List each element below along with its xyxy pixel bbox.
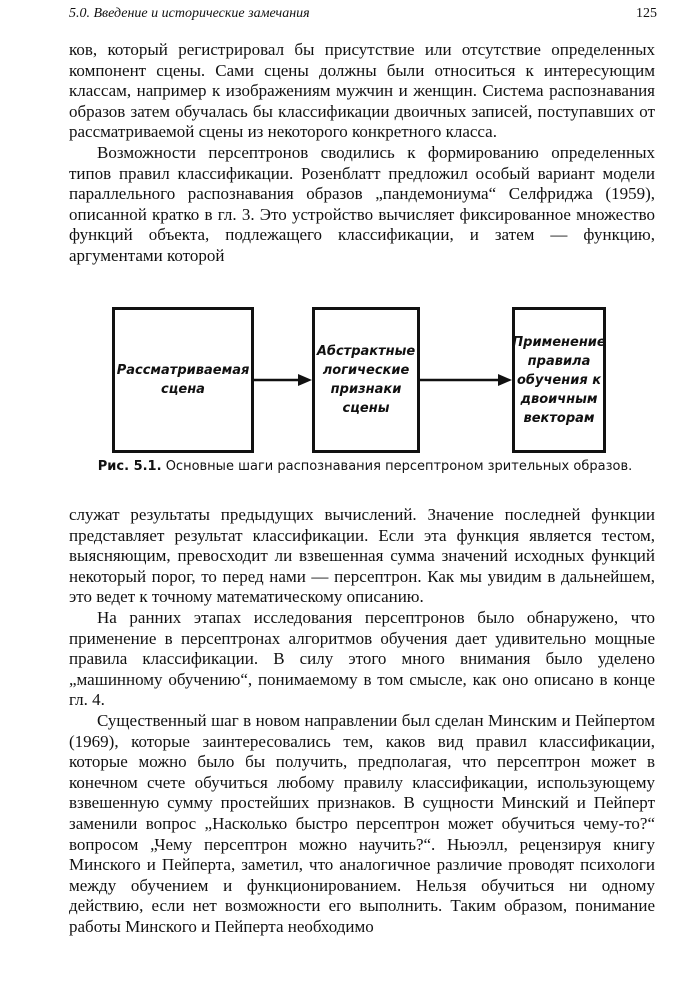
arrow-1	[254, 374, 312, 386]
box-features-label: Абстрактные логические признаки сцены	[316, 344, 416, 416]
paragraph: служат результаты предыдущих вычислений. Значение последней функции представляет результат классификации. Если эта функция является тестом, выясняющим, превосходит ли взвешенная сумма значений исходных функций некоторый порог, то перед нами — персептрон. Как мы увидим в дальнейшем, это ведет к точному математическому описанию.	[69, 505, 655, 607]
text-block-bottom	[69, 505, 655, 937]
arrow-2	[420, 374, 512, 386]
box-scene-label: Рассматриваемая сцена	[116, 363, 250, 397]
box-learning-label: Применение правила обучения к двоичным векторам	[512, 334, 606, 426]
figure-caption	[73, 459, 657, 474]
page-number: 125	[636, 6, 657, 21]
paragraph: Существенный шаг в новом направлении был сделан Минским и Пейпертом (1969), которые заинтересовались тем, каков вид правил классификации, которые можно было бы получить, предполагая, что персептрон может в конечном счете обучиться любому правилу классификации, использующему взвешенную сумму простейших признаков. В сущности Минский и Пейперт заменили вопрос „Насколько быстро персептрон может обучиться чему-то?“ вопросом „Чему персептрон можно научить?“. Ньюэлл, рецензируя книгу Минского и Пейперта, заметил, что аналогичное различие проводят психологи между обучением и функционированием. Нельзя обучиться ни одному действию, если нет возможности его выполнить. Таким образом, понимание работы Минского и Пейперта необходимо	[69, 710, 655, 936]
section-title: 5.0. Введение и исторические замечания	[69, 6, 310, 21]
caption-label: Рис. 5.1.	[97, 459, 162, 474]
paragraph: ков, который регистрировал бы присутствие или отсутствие определенных компонент сцены. Сами сцены должны были относиться к интересующим классам, например к изображениям мужчин и женщин. Система распознавания образов затем обучалась бы классификации двоичных записей, поступавших от рассматриваемой сцены из некоторого конкретного класса.	[69, 40, 655, 142]
paragraph: На ранних этапах исследования персептронов было обнаружено, что применение в персептронах алгоритмов обучения дает удивительно мощные правила классификации. В силу этого много внимания было уделено „машинному обучению“, понимаемому в том смысле, как оно описано в конце гл. 4.	[69, 607, 655, 710]
paragraph: Возможности персептронов сводились к формированию определенных типов правил классификации. Розенблатт предложил особый вариант модели параллельного распознавания образов „пандемониума“ Селфриджа (1959), описанной кратко в гл. 3. Это устройство вычисляет фиксированное множество функций объекта, подлежащего классификации, и затем — функцию, аргументами которой	[69, 142, 655, 265]
caption-text: Основные шаги распознавания персептроном зрительных образов.	[165, 459, 633, 474]
